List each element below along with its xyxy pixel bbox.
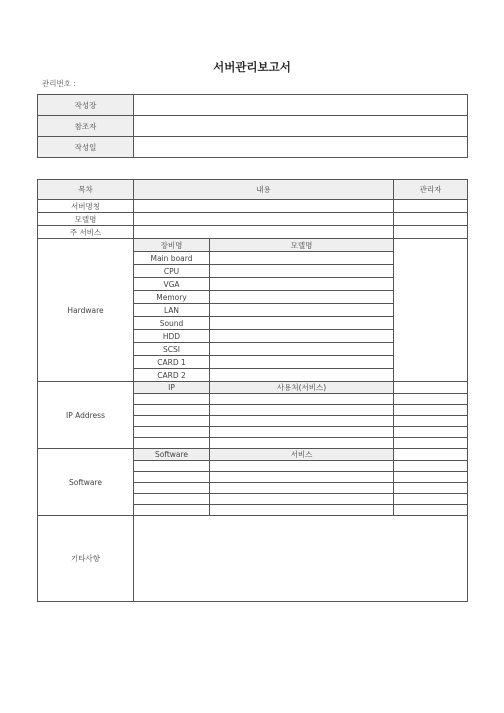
hardware-col-equipment: 장비명 [134, 239, 210, 252]
ip-manager-field[interactable] [394, 394, 468, 405]
model-name-manager-field[interactable] [394, 213, 468, 226]
hardware-item: LAN [134, 304, 210, 317]
ip-user-field[interactable] [210, 394, 394, 405]
reference-label: 참조자 [38, 116, 134, 137]
hardware-model-field[interactable] [210, 356, 394, 369]
hardware-model-field[interactable] [210, 317, 394, 330]
hardware-model-field[interactable] [210, 343, 394, 356]
hardware-model-field[interactable] [210, 291, 394, 304]
etc-notes-field[interactable] [134, 516, 468, 602]
hardware-section-label: Hardware [38, 239, 134, 382]
software-field[interactable] [134, 483, 210, 494]
software-service-field[interactable] [210, 472, 394, 483]
main-service-label: 주 서비스 [38, 226, 134, 239]
ip-field[interactable] [134, 438, 210, 449]
hardware-item: HDD [134, 330, 210, 343]
date-field[interactable] [134, 137, 468, 158]
server-name-field[interactable] [134, 200, 394, 213]
hardware-model-field[interactable] [210, 304, 394, 317]
software-field[interactable] [134, 461, 210, 472]
software-field[interactable] [134, 505, 210, 516]
author-field[interactable] [134, 95, 468, 116]
software-service-field[interactable] [210, 505, 394, 516]
software-service-field[interactable] [210, 494, 394, 505]
header-manager: 관리자 [394, 180, 468, 200]
hardware-item: Memory [134, 291, 210, 304]
software-field[interactable] [134, 472, 210, 483]
main-service-field[interactable] [134, 226, 394, 239]
ip-user-field[interactable] [210, 438, 394, 449]
software-service-field[interactable] [210, 483, 394, 494]
hardware-item: Main board [134, 252, 210, 265]
ip-user-field[interactable] [210, 405, 394, 416]
info-table [37, 94, 468, 158]
hardware-item: SCSI [134, 343, 210, 356]
ip-manager-field[interactable] [394, 405, 468, 416]
hardware-item: CARD 2 [134, 369, 210, 382]
software-col-software: Software [134, 449, 210, 461]
ip-manager-field[interactable] [394, 416, 468, 427]
etc-section-label: 기타사항 [38, 516, 134, 602]
hardware-model-field[interactable] [210, 278, 394, 291]
reference-field[interactable] [134, 116, 468, 137]
hardware-model-field[interactable] [210, 330, 394, 343]
model-name-field[interactable] [134, 213, 394, 226]
ip-user-field[interactable] [210, 427, 394, 438]
ip-manager-field[interactable] [394, 382, 468, 394]
ip-field[interactable] [134, 405, 210, 416]
ip-field[interactable] [134, 416, 210, 427]
header-content: 내용 [134, 180, 394, 200]
software-section-label: Software [38, 449, 134, 516]
software-col-service: 서비스 [210, 449, 394, 461]
hardware-manager-field[interactable] [394, 239, 468, 382]
hardware-item: Sound [134, 317, 210, 330]
management-number-label: 관리번호 : [42, 79, 76, 88]
hardware-model-field[interactable] [210, 252, 394, 265]
software-manager-field[interactable] [394, 472, 468, 483]
software-service-field[interactable] [210, 461, 394, 472]
ip-user-field[interactable] [210, 416, 394, 427]
hardware-item: VGA [134, 278, 210, 291]
date-label: 작성일 [38, 137, 134, 158]
header-toc: 목차 [38, 180, 134, 200]
ip-manager-field[interactable] [394, 427, 468, 438]
hardware-item: CARD 1 [134, 356, 210, 369]
software-manager-field[interactable] [394, 483, 468, 494]
software-manager-field[interactable] [394, 461, 468, 472]
hardware-model-field[interactable] [210, 265, 394, 278]
software-manager-field[interactable] [394, 449, 468, 461]
report-table [37, 179, 468, 602]
ip-field[interactable] [134, 427, 210, 438]
author-label: 작성장 [38, 95, 134, 116]
ip-manager-field[interactable] [394, 438, 468, 449]
document-title: 서버관리보고서 [213, 60, 291, 74]
server-name-manager-field[interactable] [394, 200, 468, 213]
ip-field[interactable] [134, 394, 210, 405]
software-manager-field[interactable] [394, 505, 468, 516]
ip-col-ip: IP [134, 382, 210, 394]
main-service-manager-field[interactable] [394, 226, 468, 239]
ip-section-label: IP Address [38, 382, 134, 449]
hardware-col-model: 모델명 [210, 239, 394, 252]
software-manager-field[interactable] [394, 494, 468, 505]
model-name-label: 모델명 [38, 213, 134, 226]
server-name-label: 서버명칭 [38, 200, 134, 213]
hardware-item: CPU [134, 265, 210, 278]
hardware-model-field[interactable] [210, 369, 394, 382]
ip-col-user: 사용처(서비스) [210, 382, 394, 394]
software-field[interactable] [134, 494, 210, 505]
